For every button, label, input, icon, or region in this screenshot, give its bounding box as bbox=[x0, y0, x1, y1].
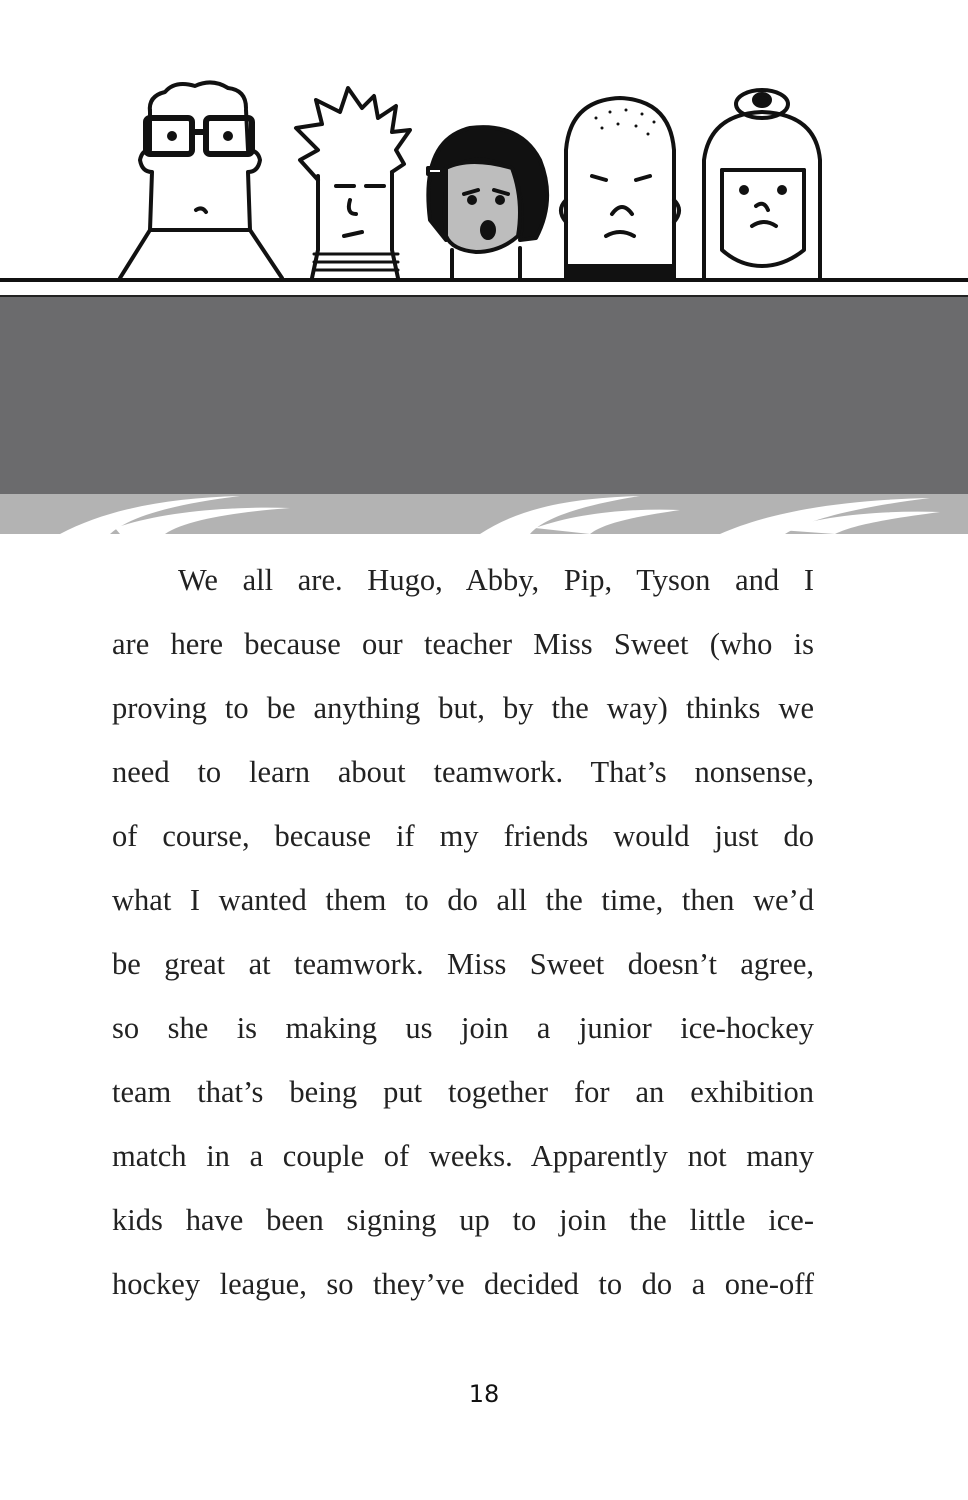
character-pip-bun bbox=[704, 90, 820, 278]
character-abby-dark-hair bbox=[428, 127, 547, 278]
rink-wall-line bbox=[0, 278, 968, 282]
ice-swirl-band bbox=[0, 494, 968, 534]
character-tyson-buzzcut bbox=[561, 98, 679, 278]
chapter-header-illustration bbox=[0, 0, 968, 540]
character-spiky-hair bbox=[296, 88, 410, 278]
page-number: 18 bbox=[468, 1380, 500, 1408]
chapter-banner bbox=[0, 296, 968, 494]
character-hugo-glasses bbox=[120, 82, 282, 278]
text-line: need to learn about teamwork. That’s nonsense, bbox=[112, 755, 814, 789]
text-line: of course, because if my friends would just do bbox=[112, 819, 814, 853]
text-line: We all are. Hugo, Abby, Pip, Tyson and I bbox=[178, 563, 814, 597]
body-paragraph bbox=[112, 548, 814, 1316]
text-line: be great at teamwork. Miss Sweet doesn’t agree, bbox=[112, 947, 814, 981]
text-line: proving to be anything but, by the way) thinks we bbox=[112, 691, 814, 725]
text-line: match in a couple of weeks. Apparently not many bbox=[112, 1139, 814, 1173]
text-line: so she is making us join a junior ice-hockey bbox=[112, 1011, 814, 1045]
text-line: kids have been signing up to join the little ice- bbox=[112, 1203, 814, 1237]
text-line: are here because our teacher Miss Sweet (who is bbox=[112, 627, 814, 661]
text-line: what I wanted them to do all the time, then we’d bbox=[112, 883, 814, 917]
text-line: team that’s being put together for an exhibition bbox=[112, 1075, 814, 1109]
text-line: hockey league, so they’ve decided to do a one-off bbox=[112, 1267, 814, 1301]
